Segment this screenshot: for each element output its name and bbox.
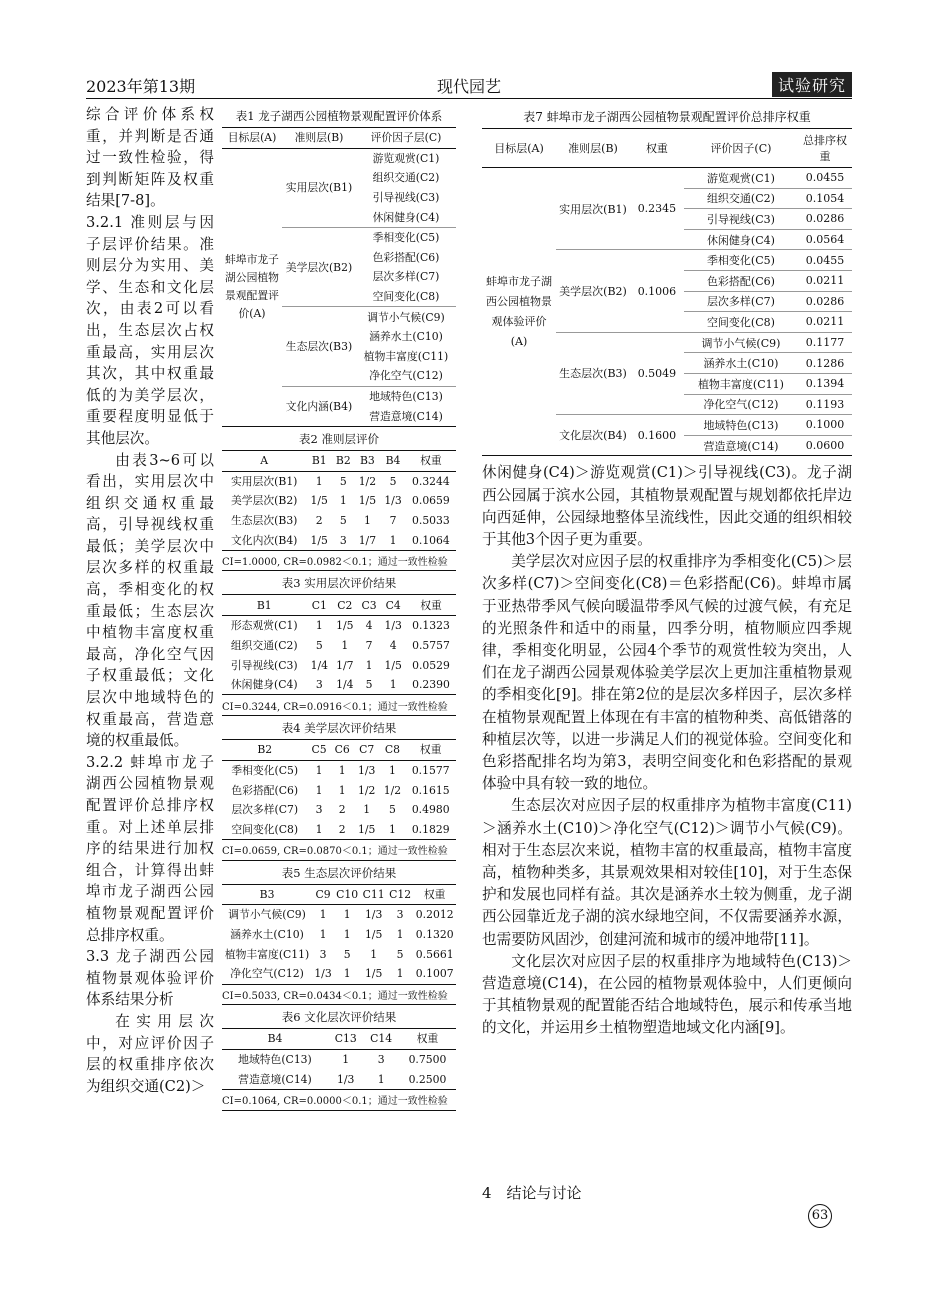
- cell-value: 0.2012: [415, 908, 454, 922]
- total-weight: 0.1000: [798, 415, 852, 436]
- column-header: 权重: [406, 595, 456, 616]
- factor-cell: 净化空气(C12): [369, 369, 443, 383]
- cell-value: 1: [319, 908, 327, 922]
- note-row: [222, 984, 456, 1005]
- table7: [482, 128, 852, 456]
- left-text-column: [86, 104, 214, 1097]
- journal-issue: 2023年第13期: [86, 77, 196, 96]
- factor-cell: 游览观赏(C1): [684, 168, 798, 189]
- column-header: 目标层(A): [222, 128, 282, 149]
- table5: [222, 884, 456, 1006]
- header-row: [222, 740, 456, 761]
- table-row: [222, 760, 456, 780]
- table-row: [222, 675, 456, 695]
- row-label: 色彩搭配(C6): [231, 783, 299, 797]
- header-row: [222, 595, 456, 616]
- total-weight: 0.1286: [798, 353, 852, 374]
- note-row: [222, 695, 456, 716]
- section-heading: 3.3 龙子湖西公园植物景观体验评价体系结果分析: [86, 948, 214, 1009]
- cell-value: 1/3: [314, 967, 332, 981]
- column-header: 目标层(A): [482, 129, 556, 168]
- total-weight: 0.0211: [798, 270, 852, 291]
- column-header: B4: [222, 1029, 328, 1050]
- cell-value: 0.5661: [415, 947, 454, 961]
- cell-value: 1: [319, 928, 327, 942]
- column-header: B3: [222, 884, 312, 905]
- cell-value: 1: [389, 822, 396, 836]
- cell-value: 1: [363, 513, 371, 527]
- cell-value: 1/3: [337, 1072, 355, 1086]
- table4: [222, 739, 456, 861]
- criteria-layer: 文化层次(B4): [556, 415, 630, 456]
- cell-value: 3: [339, 533, 347, 547]
- criteria-layer: 美学层次(B2): [556, 250, 630, 332]
- header-row: [222, 450, 456, 471]
- criteria-weight: 0.5049: [630, 332, 684, 414]
- cell-value: 1: [341, 638, 349, 652]
- row-label: 植物丰富度(C11): [224, 947, 310, 961]
- cell-value: 1/2: [383, 783, 402, 797]
- factor-cell: 层次多样(C7): [684, 291, 798, 312]
- cell-value: 0.5757: [412, 638, 450, 652]
- cell-value: 1/4: [310, 658, 328, 672]
- cell-value: 0.1064: [412, 533, 450, 547]
- table-row: [222, 636, 456, 656]
- note-row: [222, 1089, 456, 1110]
- cell-value: 0.5033: [412, 513, 450, 527]
- table-row: [222, 964, 456, 984]
- cell-value: 5: [343, 947, 351, 961]
- cell-value: 1: [343, 908, 351, 922]
- cell-value: 3: [315, 803, 323, 817]
- column-header: C1: [307, 595, 333, 616]
- column-header: B1: [306, 450, 332, 471]
- cell-value: 1: [377, 1072, 385, 1086]
- factor-cell: 层次多样(C7): [372, 270, 440, 284]
- note-row: [222, 840, 456, 861]
- column-header: C9: [312, 884, 334, 905]
- cell-value: 1: [396, 928, 404, 942]
- table6-caption: 表6 文化层次评价结果: [281, 1010, 397, 1025]
- paragraph: 综合评价体系权重，并判断是否通过一致性检验，得到判断矩阵及权重结果[7-8]。: [86, 106, 214, 210]
- column-header: B4: [380, 450, 406, 471]
- row-label: 生态层次(B3): [230, 513, 298, 527]
- column-header: C10: [334, 884, 360, 905]
- row-label: 休闲健身(C4): [230, 678, 298, 692]
- subheading: 3.2.2 蚌埠市龙子湖西公园植物景观配置评价总排序权重。: [86, 753, 214, 836]
- table-row: [482, 168, 852, 189]
- cell-value: 5: [389, 803, 396, 817]
- table-note: CI=0.3244, CR=0.0916＜0.1；通过一致性检验: [222, 695, 456, 716]
- cell-value: 1: [389, 533, 397, 547]
- page-number: 63: [808, 1204, 832, 1228]
- column-header: 总排序权重: [798, 129, 852, 168]
- subheading: 3.2.1 准则层与因子层评价结果。: [86, 213, 214, 253]
- paragraph: [86, 212, 214, 450]
- factor-cell: 地域特色(C13): [684, 415, 798, 436]
- cell-value: 2: [338, 822, 346, 836]
- criteria-layer: 生态层次(B3): [282, 307, 356, 386]
- cell-value: 1/3: [357, 763, 376, 777]
- cell-value: 1/5: [310, 494, 328, 508]
- table-row: [222, 905, 456, 925]
- cell-value: 1: [389, 763, 396, 777]
- table-row: [222, 616, 456, 636]
- total-weight: 0.0211: [798, 312, 852, 333]
- criteria-weight: 0.2345: [630, 168, 684, 250]
- header-row: [482, 129, 852, 168]
- cell-value: 0.1007: [415, 967, 454, 981]
- cell-value: 0.0659: [412, 494, 450, 508]
- factor-cell: 组织交通(C2): [372, 171, 440, 185]
- cell-value: 1/7: [336, 658, 354, 672]
- column-header: 权重: [405, 740, 456, 761]
- header-rule: [86, 98, 852, 99]
- cell-value: 0.2390: [412, 678, 450, 692]
- table6: [222, 1028, 456, 1110]
- cell-value: 3: [319, 947, 327, 961]
- cell-value: 5: [339, 513, 347, 527]
- cell-value: 1/5: [357, 822, 376, 836]
- table-row: [222, 944, 456, 964]
- cell-value: 0.4980: [411, 803, 450, 817]
- paragraph: 生态层次对应因子层的权重排序为植物丰富度(C11)＞涵养水土(C10)＞净化空气(C12)＞调节小气候(C9)。相对于生态层次来说，植物丰富的权重最高，植物丰富度高，植物种类多，其景观效果相对较佳[10]，对于生态保护和发展也同样有益。其次是涵养水土较为侧重，龙子湖西公园靠近龙子湖的滨水绿地空间，不仅需要涵养水源，也需要防风固沙，创建河流和城市的缓冲地带[11]。: [482, 797, 852, 948]
- factor-cell: 涵养水土(C10): [369, 330, 443, 344]
- row-label: 引导视线(C3): [230, 658, 298, 672]
- total-weight: 0.1054: [798, 188, 852, 209]
- table-row: [222, 925, 456, 945]
- cell-value: 1/2: [358, 474, 377, 488]
- table-note: CI=0.1064, CR=0.0000＜0.1；通过一致性检验: [222, 1089, 456, 1110]
- cell-value: 1/3: [384, 494, 402, 508]
- factor-cell: 休闲健身(C4): [684, 229, 798, 250]
- total-weight: 0.1394: [798, 373, 852, 394]
- criteria-layer: 实用层次(B1): [285, 181, 353, 195]
- table-row: [222, 1049, 456, 1069]
- cell-value: 2: [315, 513, 323, 527]
- table-row: [222, 148, 456, 168]
- cell-value: 1: [315, 474, 323, 488]
- factor-cell: 涵养水土(C10): [684, 353, 798, 374]
- column-header: A: [222, 450, 306, 471]
- cell-value: 3: [377, 1053, 385, 1067]
- factor-cell: 休闲健身(C4): [372, 210, 440, 224]
- factor-cell: 季相变化(C5): [356, 227, 456, 247]
- paragraph: 美学层次对应因子层的权重排序为季相变化(C5)＞层次多样(C7)＞空间变化(C8)＝色彩搭配(C6)。蚌埠市属于亚热带季风气候向暖温带季风气候的过渡气候，有充足的光照条件和适中的雨量，四季分明，植物顺应四季规律，季相变化明显，公园4个季节的观赏性较为突出，人们在龙子湖西公园景观体验美学层次上更加注重植物景观的季相变化[9]。排在第2位的是层次多样因子，层次多样在植物景观配置上体现在有丰富的植物种类、高低错落的种植层次等，以进一步满足人们的视觉体验。空间变化和色彩搭配排名均为第3，表明空间变化和色彩搭配的景观体验中具有较一致的地位。: [482, 553, 852, 793]
- column-header: C5: [308, 740, 331, 761]
- criteria-layer: 生态层次(B3): [556, 332, 630, 414]
- factor-cell: 营造意境(C14): [356, 406, 456, 426]
- cell-value: 1: [342, 1053, 350, 1067]
- criteria-layer: 美学层次(B2): [282, 227, 356, 306]
- column-header: 准则层(B): [556, 129, 630, 168]
- criteria-layer: 实用层次(B1): [556, 168, 630, 250]
- paragraph: [86, 752, 214, 946]
- cell-value: 1/3: [364, 908, 383, 922]
- table-row: [222, 819, 456, 839]
- cell-value: 0.1615: [411, 783, 450, 797]
- tables-column: [222, 104, 456, 1111]
- row-label: 净化空气(C12): [230, 967, 304, 981]
- section-tag: 试验研究: [772, 72, 852, 97]
- criteria-weight: 0.1006: [630, 250, 684, 332]
- column-header: C8: [380, 740, 406, 761]
- row-label: 营造意境(C14): [238, 1072, 312, 1086]
- column-header: 权重: [630, 129, 684, 168]
- total-weight: 0.1193: [798, 394, 852, 415]
- paragraph-text: 对上述单层排序的结果进行加权组合，计算得出蚌埠市龙子湖西公园植物景观配置评价总排序权重。: [86, 818, 214, 944]
- table-row: [222, 511, 456, 531]
- factor-cell: 季相变化(C5): [684, 250, 798, 271]
- factor-cell: 植物丰富度(C11): [684, 373, 798, 394]
- total-weight: 0.0455: [798, 168, 852, 189]
- total-weight: 0.0286: [798, 209, 852, 230]
- cell-value: 1: [315, 822, 323, 836]
- total-weight: 0.0286: [798, 291, 852, 312]
- factor-cell: 色彩搭配(C6): [372, 250, 440, 264]
- table7-caption: 表7 蚌埠市龙子湖西公园植物景观配置评价总排序权重: [523, 110, 811, 124]
- row-label: 空间变化(C8): [231, 822, 299, 836]
- cell-value: 4: [365, 619, 373, 633]
- target-layer: 蚌埠市龙子湖公园植物景观配置评价(A): [222, 148, 282, 426]
- table3-caption: 表3 实用层次评价结果: [281, 576, 397, 591]
- cell-value: 0.2500: [408, 1072, 447, 1086]
- column-header: C13: [328, 1029, 363, 1050]
- table2-caption: 表2 准则层评价: [299, 431, 379, 446]
- header-row: [222, 128, 456, 149]
- cell-value: 1/2: [357, 783, 376, 797]
- column-header: C11: [360, 884, 386, 905]
- cell-value: 5: [339, 474, 347, 488]
- row-label: 层次多样(C7): [231, 803, 299, 817]
- cell-value: 1: [315, 783, 323, 797]
- cell-value: 0.0529: [412, 658, 450, 672]
- header-row: [222, 1029, 456, 1050]
- table-note: CI=0.5033, CR=0.0434＜0.1；通过一致性检验: [222, 984, 456, 1005]
- cell-value: 7: [389, 513, 397, 527]
- cell-value: 7: [365, 638, 373, 652]
- cell-value: 0.1829: [411, 822, 450, 836]
- cell-value: 3: [315, 678, 323, 692]
- cell-value: 3: [396, 908, 404, 922]
- row-label: 美学层次(B2): [230, 494, 298, 508]
- cell-value: 1: [315, 619, 323, 633]
- total-weight: 0.1177: [798, 332, 852, 353]
- column-header: B1: [222, 595, 307, 616]
- paragraph: 休闲健身(C4)＞游览观赏(C1)＞引导视线(C3)。龙子湖西公园属于滨水公园，其植物景观配置与规划都依托岸边向西延伸，公园绿地整体呈流线性，因此交通的组织相较于其他3个因子更为重要。: [482, 464, 852, 548]
- paragraph: 在实用层次中，对应评价因子层的权重排序依次为组织交通(C2)＞: [86, 1012, 214, 1095]
- column-header: C4: [380, 595, 406, 616]
- factor-cell: 空间变化(C8): [684, 312, 798, 333]
- criteria-layer: 文化内涵(B4): [282, 386, 356, 426]
- cell-value: 1: [315, 763, 323, 777]
- cell-value: 1: [339, 494, 347, 508]
- factor-cell: 调节小气候(C9): [356, 307, 456, 327]
- criteria-weight: 0.1600: [630, 415, 684, 456]
- section-4-heading: 4 结论与讨论: [482, 1184, 582, 1202]
- journal-title: 现代园艺: [437, 77, 502, 96]
- factor-cell: 游览观赏(C1): [372, 151, 440, 165]
- right-column: [482, 104, 852, 1040]
- column-header: C12: [387, 884, 413, 905]
- cell-value: 5: [315, 638, 323, 652]
- table2: [222, 450, 456, 572]
- table-row: [222, 491, 456, 511]
- cell-value: 5: [389, 474, 397, 488]
- factor-cell: 净化空气(C12): [684, 394, 798, 415]
- column-header: 权重: [406, 450, 456, 471]
- cell-value: 1: [338, 783, 346, 797]
- column-header: C14: [363, 1029, 398, 1050]
- table5-caption: 表5 生态层次评价结果: [281, 865, 397, 880]
- paragraph: 由表3~6可以看出，实用层次中组织交通权重最高，引导视线权重最低；美学层次中层次多样的权重最高，季相变化的权重最低；生态层次中植物丰富度权重最高，净化空气因子权重最低；文化层次中地域特色的权重最高，营造意境的权重最低。: [86, 451, 214, 750]
- column-header: 评价因子(C): [684, 129, 798, 168]
- row-label: 地域特色(C13): [238, 1053, 312, 1067]
- table-row: [222, 1069, 456, 1089]
- table-row: [222, 800, 456, 820]
- cell-value: 1: [363, 803, 371, 817]
- row-label: 季相变化(C5): [231, 763, 299, 777]
- cell-value: 1/5: [358, 494, 377, 508]
- cell-value: 1/5: [384, 658, 402, 672]
- cell-value: 0.3244: [412, 474, 450, 488]
- table1-caption: 表1 龙子湖西公园植物景观配置评价体系: [235, 109, 443, 123]
- column-header: C3: [358, 595, 381, 616]
- table-row: [222, 655, 456, 675]
- row-label: 组织交通(C2): [230, 638, 298, 652]
- column-header: 权重: [413, 884, 456, 905]
- factor-cell: 引导视线(C3): [372, 191, 440, 205]
- table-note: CI=0.0659, CR=0.0870＜0.1；通过一致性检验: [222, 840, 456, 861]
- table-row: [222, 780, 456, 800]
- header-row: [222, 884, 456, 905]
- cell-value: 0.1323: [412, 619, 450, 633]
- column-header: C6: [331, 740, 354, 761]
- cell-value: 1/4: [336, 678, 354, 692]
- column-header: B2: [222, 740, 308, 761]
- cell-value: 0.1320: [415, 928, 454, 942]
- cell-value: 5: [365, 678, 373, 692]
- factor-cell: 营造意境(C14): [684, 435, 798, 456]
- cell-value: 1: [343, 928, 351, 942]
- cell-value: 1: [343, 967, 351, 981]
- column-header: 权重: [399, 1029, 456, 1050]
- factor-cell: 引导视线(C3): [684, 209, 798, 230]
- row-label: 文化内次(B4): [230, 533, 298, 547]
- note-row: [222, 550, 456, 571]
- cell-value: 0.7500: [408, 1053, 447, 1067]
- right-body-text: [482, 462, 852, 1039]
- factor-cell: 植物丰富度(C11): [363, 349, 449, 363]
- paragraph-text: 准则层分为实用、美学、生态和文化层次，由表2可以看出，生态层次占权重最高，实用层次其次，其中权重最低的为美学层次，重要程度明显低于其他层次。: [86, 235, 214, 447]
- cell-value: 1: [370, 947, 378, 961]
- total-weight: 0.0455: [798, 250, 852, 271]
- paragraph: 文化层次对应因子层的权重排序为地域特色(C13)＞营造意境(C14)，在公园的植物景观体验中，人们更倾向于其植物景观的配置能否结合地域特色，展示和传承当地的文化，并运用乡土植物塑造地域文化内涵[9]。: [482, 952, 852, 1037]
- cell-value: 1: [365, 658, 373, 672]
- table-row: [222, 471, 456, 491]
- cell-value: 1/5: [336, 619, 354, 633]
- cell-value: 1: [389, 678, 397, 692]
- column-header: 准则层(B): [282, 128, 356, 149]
- cell-value: 1/3: [384, 619, 402, 633]
- cell-value: 1/7: [358, 533, 377, 547]
- total-weight: 0.0600: [798, 435, 852, 456]
- cell-value: 1: [396, 967, 404, 981]
- row-label: 涵养水土(C10): [230, 928, 304, 942]
- row-label: 形态观赏(C1): [230, 619, 298, 633]
- table4-caption: 表4 美学层次评价结果: [281, 721, 397, 736]
- table-note: CI=1.0000, CR=0.0982＜0.1；通过一致性检验: [222, 550, 456, 571]
- column-header: B2: [332, 450, 355, 471]
- table1: [222, 127, 456, 427]
- table3: [222, 594, 456, 716]
- cell-value: 1/5: [310, 533, 328, 547]
- column-header: C2: [332, 595, 358, 616]
- cell-value: 5: [396, 947, 404, 961]
- cell-value: 1: [338, 763, 346, 777]
- factor-cell: 空间变化(C8): [372, 290, 440, 304]
- factor-cell: 组织交通(C2): [684, 188, 798, 209]
- cell-value: 2: [338, 803, 346, 817]
- cell-value: 4: [389, 638, 397, 652]
- column-header: 评价因子层(C): [356, 128, 456, 149]
- table-row: [222, 530, 456, 550]
- cell-value: 1/5: [364, 967, 383, 981]
- row-label: 调节小气候(C9): [228, 908, 306, 922]
- factor-cell: 地域特色(C13): [356, 386, 456, 406]
- cell-value: 1/5: [364, 928, 383, 942]
- total-weight: 0.0564: [798, 229, 852, 250]
- cell-value: 0.1577: [411, 763, 450, 777]
- factor-cell: 调节小气候(C9): [684, 332, 798, 353]
- factor-cell: 色彩搭配(C6): [684, 270, 798, 291]
- target-layer: 蚌埠市龙子湖西公园植物景观体验评价(A): [482, 168, 556, 456]
- column-header: B3: [355, 450, 381, 471]
- column-header: C7: [354, 740, 380, 761]
- row-label: 实用层次(B1): [230, 474, 298, 488]
